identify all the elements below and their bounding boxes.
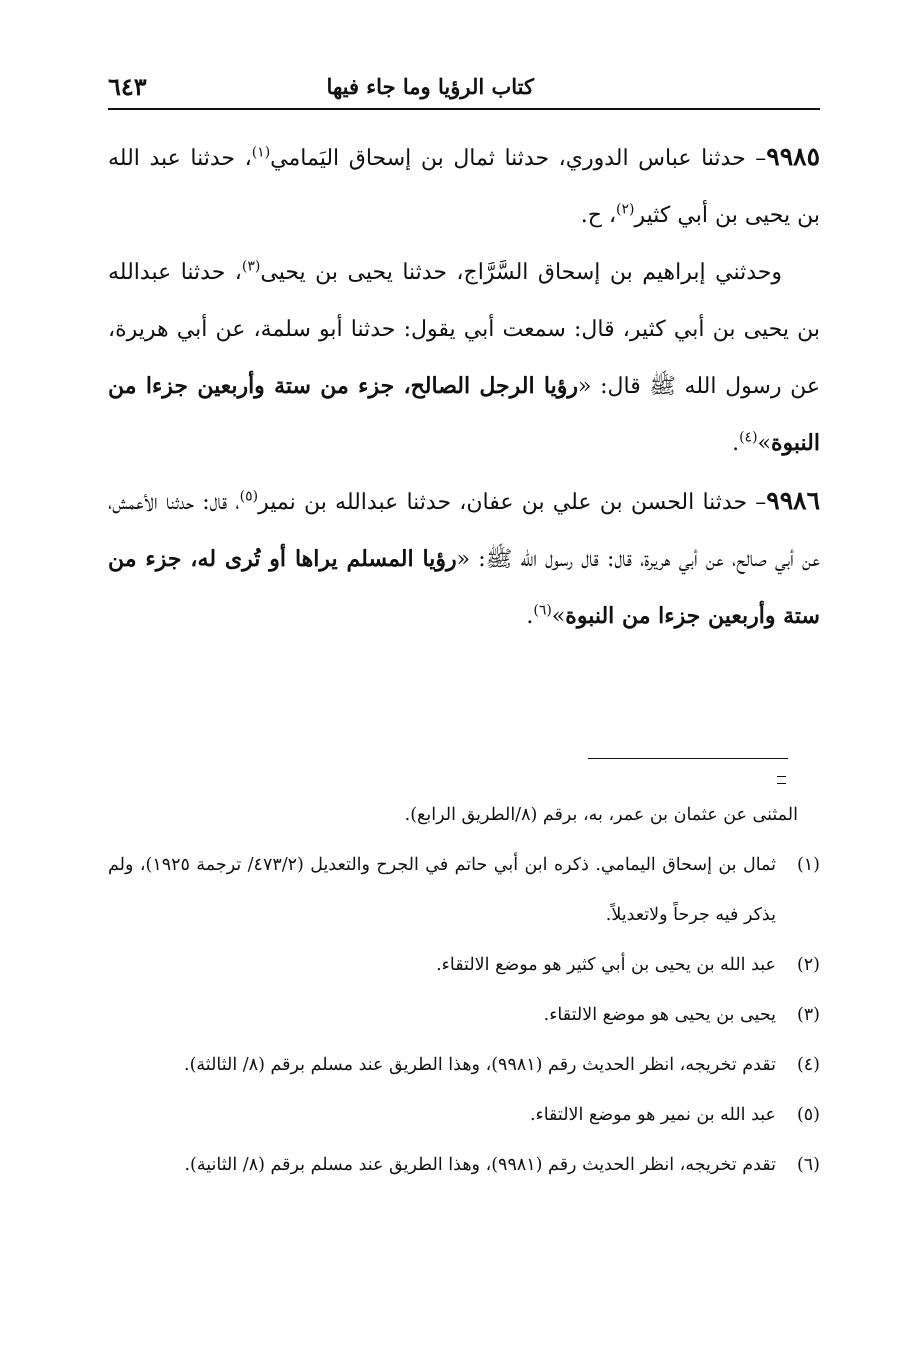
text-segment: .	[732, 431, 740, 456]
footnote-text: تقدم تخريجه، انظر الحديث رقم (٩٩٨١)، وهذا الطريق عند مسلم برقم (٨/ الثانية).	[184, 1155, 776, 1175]
footnote-continuation	[108, 790, 820, 840]
hadith-9985-second-chain	[108, 244, 820, 472]
footnote-text: عبد الله بن نمير هو موضع الالتقاء.	[529, 1105, 776, 1125]
footnote-1	[108, 840, 820, 940]
text-segment: .	[526, 604, 534, 629]
text-segment: ، حدثنا عبد الله بن يحيى بن أبي كثير	[108, 146, 820, 228]
footnote-4	[108, 1040, 820, 1090]
page-header	[108, 70, 820, 106]
text-segment: – حدثنا الحسن بن علي بن عفان، حدثنا عبدالله بن نمير	[258, 490, 767, 515]
footnote-3	[108, 990, 820, 1040]
hadith-matn: رؤيا الرجل الصالح، جزء من ستة وأربعين جزءا من النبوة	[108, 373, 820, 456]
text-segment: ، ح.	[580, 203, 617, 228]
footnote-ref[interactable]: (٦)	[533, 602, 552, 619]
footnote-2	[108, 940, 820, 990]
footnote-separator	[588, 758, 788, 759]
footnote-label: (٤)	[796, 1055, 820, 1075]
footnote-5	[108, 1090, 820, 1140]
footnote-text: يحيى بن يحيى هو موضع الالتقاء.	[543, 1005, 776, 1025]
page-number: ٦٤٣	[108, 72, 147, 101]
footnote-ref[interactable]: (١)	[251, 144, 271, 161]
continuation-mark	[777, 776, 786, 784]
footnote-text: المثنى عن عثمان بن عمر، به، برقم (٨/الطريق الرابع).	[404, 805, 798, 825]
text-segment: وحدثني إبراهيم بن إسحاق السَّرَّاج، حدثنا يحيى بن يحيى	[260, 260, 782, 285]
text-segment: ، حدثنا عبدالله بن يحيى بن أبي كثير، قال: سمعت أبي يقول: حدثنا أبو سلمة، عن أبي هريرة، عن رسول الله ﷺ قال: «	[108, 260, 821, 399]
footnote-text: ثمال بن إسحاق اليمامي. ذكره ابن أبي حاتم في الجرح والتعديل (٤٧٣/٢/ ترجمة ١٩٢٥)، ولم يذكر فيه جرحاً ولاتعديلاً.	[108, 855, 777, 925]
hadith-number: ٩٩٨٥	[766, 142, 821, 171]
footnote-ref[interactable]: (٢)	[616, 201, 635, 218]
footnote-ref[interactable]: (٥)	[239, 488, 259, 505]
running-title: كتاب الرؤيا وما جاء فيها	[326, 74, 534, 99]
hadith-number: ٩٩٨٦	[766, 486, 820, 515]
quote-close: »	[551, 604, 566, 629]
text-segment: ، قال: حدثنا الأعمش، عن أبي صالح، عن أبي هريرة، قال: قال رسول الله ﷺ: «	[108, 490, 821, 572]
footnote-label: (٣)	[796, 1005, 820, 1025]
footnote-text: عبد الله بن يحيى بن أبي كثير هو موضع الالتقاء.	[436, 955, 776, 975]
footnotes	[108, 790, 820, 1190]
hadith-9985-paragraph	[108, 128, 820, 244]
hadith-matn: رؤيا المسلم يراها أو تُرى له، جزء من ستة وأربعين جزءا من النبوة	[108, 546, 820, 629]
footnote-label: (٢)	[796, 955, 820, 975]
text-segment: – حدثنا عباس الدوري، حدثنا ثمال بن إسحاق اليَمامي	[270, 146, 767, 171]
footnote-6	[108, 1140, 820, 1190]
main-text	[108, 128, 820, 645]
footnote-ref[interactable]: (٣)	[241, 258, 261, 275]
footnote-label: (١)	[796, 855, 820, 875]
quote-close: »	[757, 431, 772, 456]
footnote-text: تقدم تخريجه، انظر الحديث رقم (٩٩٨١)، وهذا الطريق عند مسلم برقم (٨/ الثالثة).	[184, 1055, 776, 1075]
header-rule	[108, 108, 820, 110]
footnote-label: (٥)	[796, 1105, 820, 1125]
footnote-ref[interactable]: (٤)	[739, 429, 758, 446]
hadith-9986-paragraph	[108, 472, 820, 645]
footnote-label: (٦)	[796, 1155, 820, 1175]
